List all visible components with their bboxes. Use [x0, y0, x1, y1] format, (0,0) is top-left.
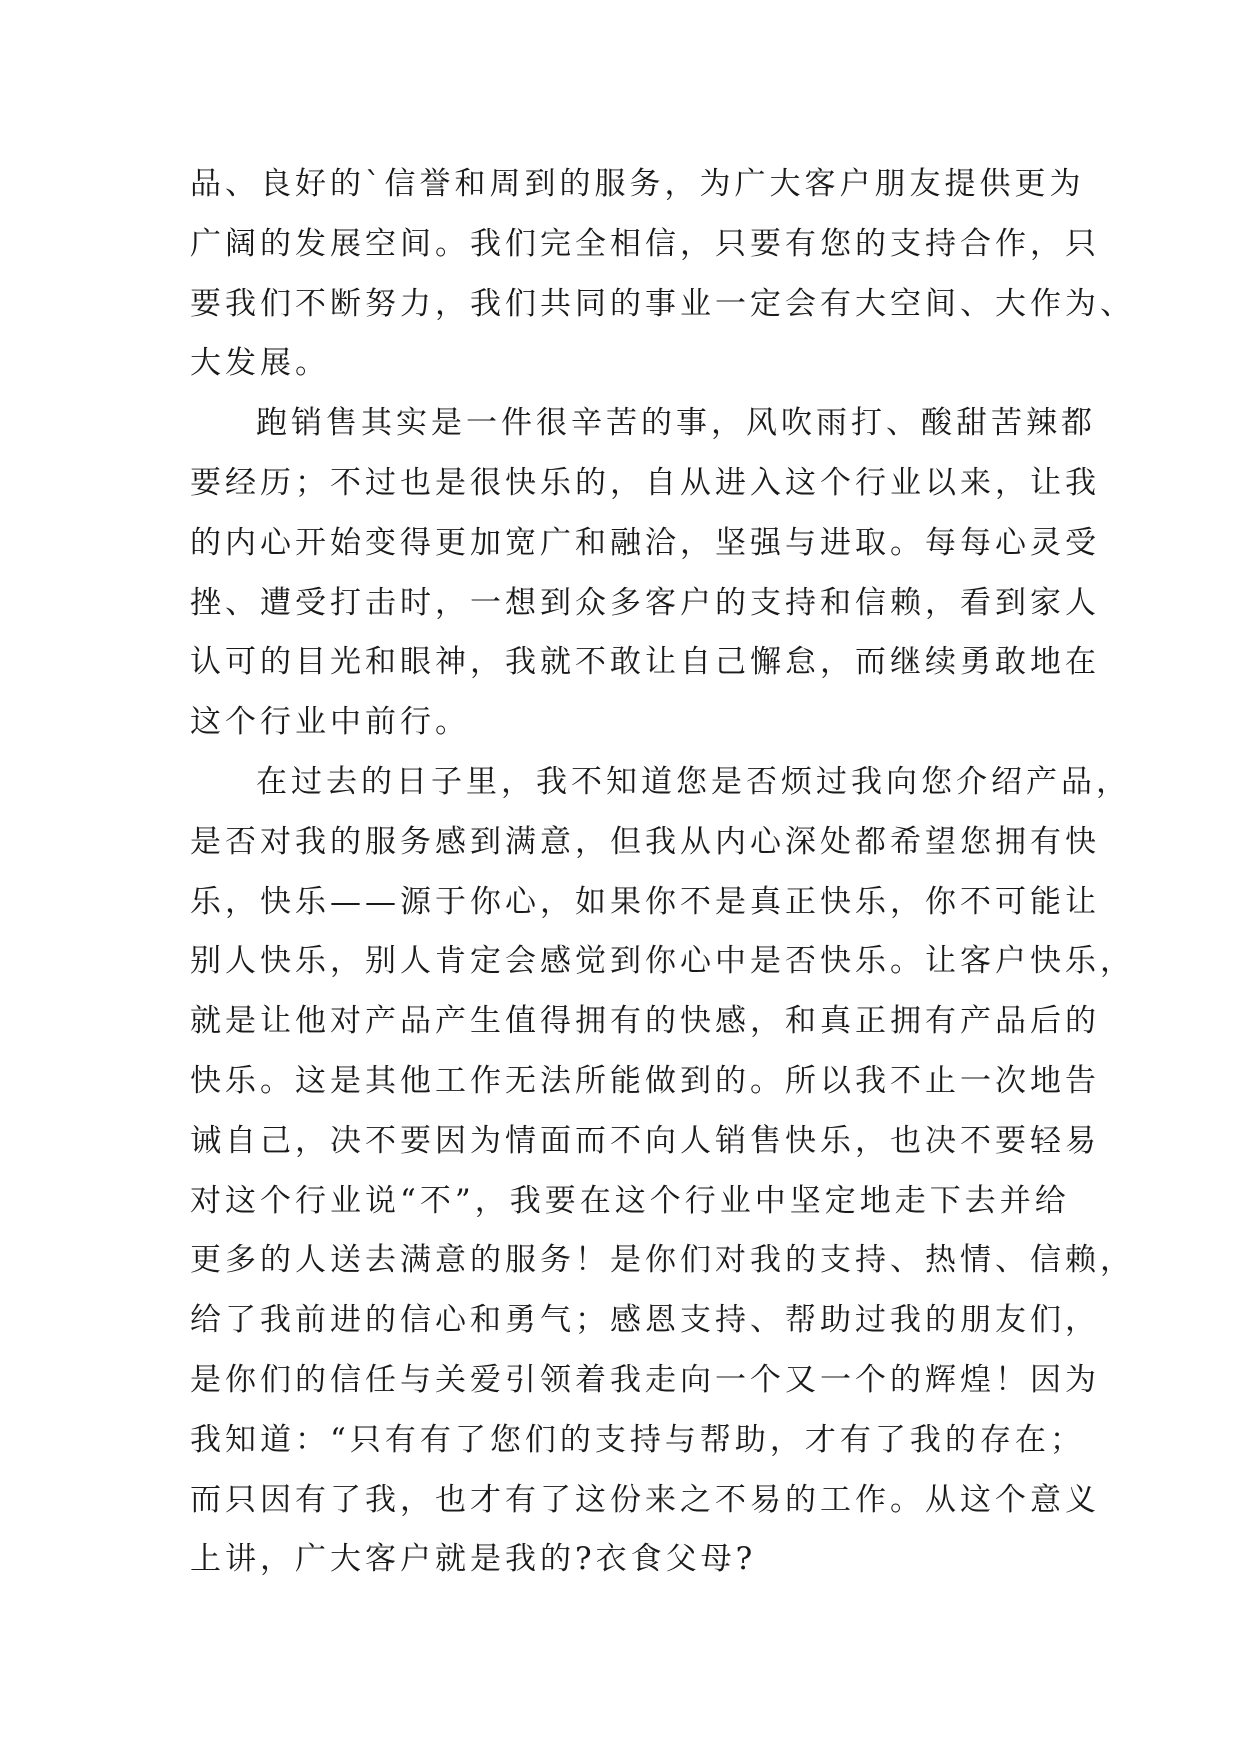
text-line: 诫自己，决不要因为情面而不向人销售快乐，也决不要轻易	[190, 1122, 1100, 1159]
text-line: 是否对我的服务感到满意，但我从内心深处都希望您拥有快	[190, 823, 1100, 860]
text-line: 而只因有了我，也才有了这份来之不易的工作。从这个意义	[190, 1481, 1100, 1518]
text-line: 在过去的日子里，我不知道您是否烦过我向您介绍产品，	[256, 763, 1131, 800]
text-line: 乐，快乐——源于你心，如果你不是真正快乐，你不可能让	[190, 883, 1100, 920]
text-line: 这个行业中前行。	[190, 704, 470, 741]
paragraph	[190, 155, 1135, 394]
paragraph	[190, 753, 1135, 1590]
text-line: 广阔的发展空间。我们完全相信，只要有您的支持合作，只	[190, 225, 1100, 262]
document-body	[190, 155, 1135, 1590]
text-line: 的内心开始变得更加宽广和融洽，坚强与进取。每每心灵受	[190, 524, 1100, 561]
text-line: 别人快乐，别人肯定会感觉到你心中是否快乐。让客户快乐，	[190, 943, 1135, 980]
text-line: 品、良好的`信誉和周到的服务，为广大客户朋友提供更为	[190, 166, 1085, 202]
text-line: 要经历；不过也是很快乐的，自从进入这个行业以来，让我	[190, 464, 1100, 501]
text-line: 就是让他对产品产生值得拥有的快感，和真正拥有产品后的	[190, 1003, 1100, 1040]
text-line: 给了我前进的信心和勇气；感恩支持、帮助过我的朋友们，	[190, 1302, 1100, 1339]
text-line: 挫、遭受打击时，一想到众多客户的支持和信赖，看到家人	[190, 584, 1100, 621]
text-line: 大发展。	[190, 345, 330, 382]
text-line: 要我们不断努力，我们共同的事业一定会有大空间、大作为、	[190, 285, 1135, 322]
text-line: 快乐。这是其他工作无法所能做到的。所以我不止一次地告	[190, 1062, 1100, 1099]
text-line: 是你们的信任与关爱引领着我走向一个又一个的辉煌！因为	[190, 1361, 1100, 1398]
text-line: 对这个行业说“不”，我要在这个行业中坚定地走下去并给	[190, 1182, 1070, 1219]
text-line: 跑销售其实是一件很辛苦的事，风吹雨打、酸甜苦辣都	[256, 405, 1096, 442]
text-line: 认可的目光和眼神，我就不敢让自己懈怠，而继续勇敢地在	[190, 644, 1100, 681]
paragraph	[190, 394, 1100, 753]
text-line: 我知道：“只有有了您们的支持与帮助，才有了我的存在；	[190, 1421, 1085, 1458]
text-line: 上讲，广大客户就是我的?衣食父母?	[190, 1541, 757, 1578]
text-line: 更多的人送去满意的服务！是你们对我的支持、热情、信赖，	[190, 1242, 1135, 1279]
